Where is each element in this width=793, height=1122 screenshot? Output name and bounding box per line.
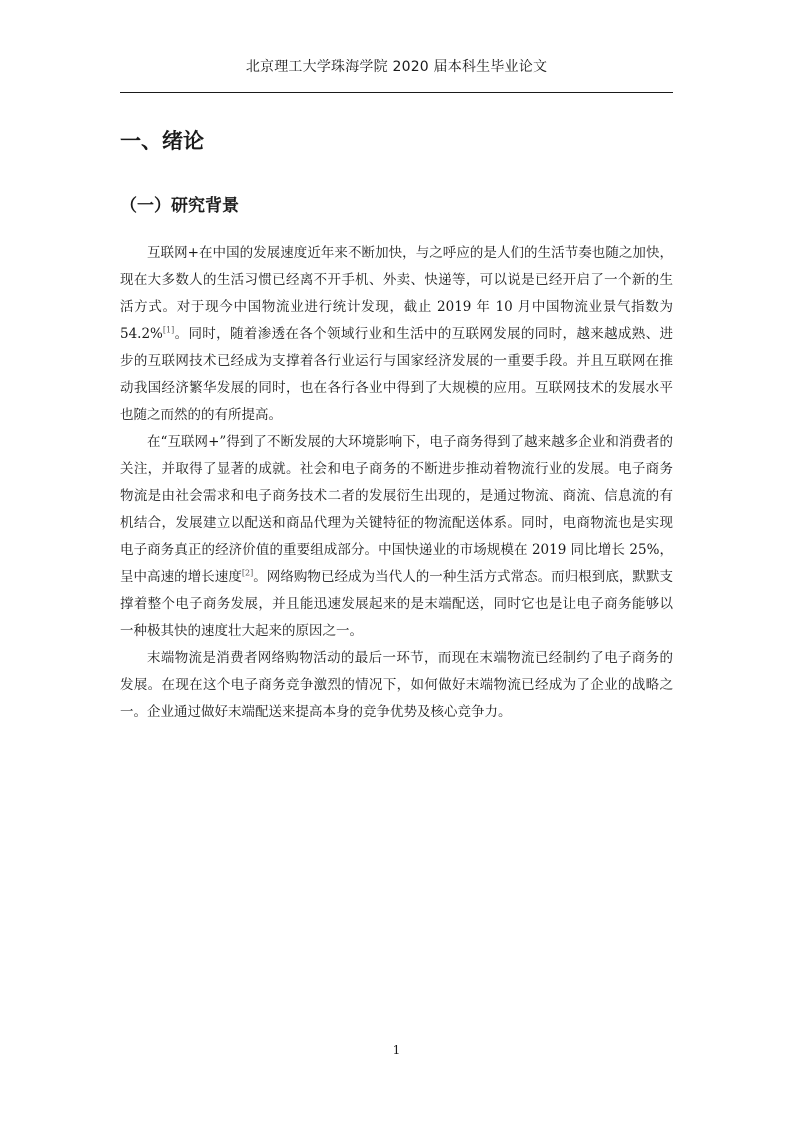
paragraph	[120, 240, 673, 429]
paragraph	[120, 429, 673, 645]
paragraph-text: 末端物流是消费者网络购物活动的最后一环节，而现在末端物流已经制约了电子商务的发展。在现在这个电子商务竞争激烈的情况下，如何做好末端物流已经成为了企业的战略之一。企业通过做好末端配送来提高本身的竞争优势及核心竞争力。	[120, 650, 673, 720]
paragraph-text: 。网络购物已经成为当代人的一种生活方式常态。而归根到底，默默支撑着整个电子商务发展，并且能迅速发展起来的是末端配送，同时它也是让电子商务能够以一种极其快的速度壮大起来的原因之一。	[120, 569, 674, 639]
citation-marker: [2]	[241, 568, 254, 578]
body-text	[120, 240, 673, 726]
citation-marker: [1]	[162, 325, 175, 335]
paragraph-text: 在“互联网+”得到了不断发展的大环境影响下，电子商务得到了越来越多企业和消费者的关注，并取得了显著的成就。社会和电子商务的不断进步推动着物流行业的发展。电子商务物流是由社会需求和电子商务技术二者的发展衍生出现的，是通过物流、商流、信息流的有机结合，发展建立以配送和商品代理为关键特征的物流配送体系。同时，电商物流也是实现电子商务真正的经济价值的重要组成部分。中国快递业的市场规模在 2019 同比增长 25%，呈中高速的增长速度	[120, 434, 673, 585]
paragraph	[120, 645, 673, 726]
header-divider	[120, 92, 673, 93]
paragraph-text: 互联网+在中国的发展速度近年来不断加快，与之呼应的是人们的生活节奏也随之加快，现在大多数人的生活习惯已经离不开手机、外卖、快递等，可以说是已经开启了一个新的生活方式。对于现今中国物流业进行统计发现，截止 2019 年 10 月中国物流业景气指数为 54.2%	[120, 245, 673, 342]
page-number: 1	[392, 1043, 401, 1057]
running-header: 北京理工大学珠海学院 2020 届本科生毕业论文	[245, 59, 548, 75]
paragraph-text: 。同时，随着渗透在各个领域行业和生活中的互联网发展的同时，越来越成熟、进步的互联网技术已经成为支撑着各行业运行与国家经济发展的一重要手段。并且互联网在推动我国经济繁华发展的同时，也在各行各业中得到了大规模的应用。互联网技术的发展水平也随之而然的的有所提高。	[120, 326, 673, 423]
chapter-title: 一、绪论	[120, 129, 204, 153]
section-title: （一）研究背景	[120, 196, 239, 216]
